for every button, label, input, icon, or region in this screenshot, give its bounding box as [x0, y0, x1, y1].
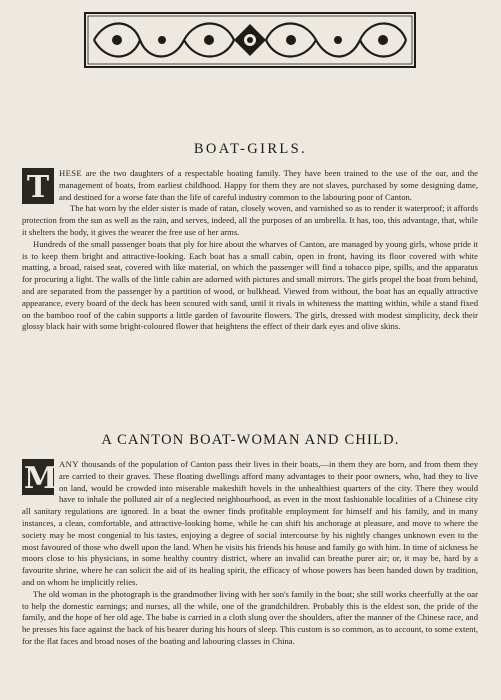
opening-word: HESE	[59, 168, 83, 178]
paragraph-text: thousands of the population of Canton pass their lives in their boats,—in them they are born, and from them they are carried to their graves. These floating dwellings afford many advantages to their poor owners, who, had they to live on land, would be crowded into miserable makeshift hovels in the unhealthiest quarters of the city. There they would have to inhale the polluted air of a neglected neighbourhood, as even in the most fashionable localities of a Chinese city all sanitary regulations are ignored. In a boat the owner finds profitable employment for himself and his family, and in many instances, a clean, comfortable, and attractive-looking home, while he can shift his anchorage at pleasure, and move to where the society may be most congenial to his tastes, enjoying a degree of social intercourse by his nightly changes unknown even to the most favoured of those who dwell upon the land. When he visits his friends his house and family go with him. In time of sickness he moors close to his physicians, in some healthy country district, where an invalid can breathe purer air; or, it may be, hard by a favourite shrine, where he can solicit the aid of its healing spirit, the efficacy of whose powers has been handed down by tradition, and on whom he implicitly relies.	[22, 459, 478, 587]
section-title: A CANTON BOAT-WOMAN AND CHILD.	[101, 432, 400, 448]
paragraph: Hundreds of the small passenger boats that ply for hire about the wharves of Canton, are managed by young girls, whose pride it is to keep them bright and attractive-looking. Each boat has a small cabin, open in front, having its floor covered with white matting, a broad, raised seat, covered with like material, on which the passenger will find a tobacco pipe, spills, and the apparatus for procuring a light. The walls of the little cabin are adorned with pictures and small mirrors. The girls propel the boat from behind, and are separated from the passenger by a partition of wood, or bulkhead. Viewed from without, the boat has an equally attractive appearance, every board of the deck has been scoured with sand, until it rivals in whiteness the matting within, while a stand fixed on the bamboo roof of the cabin supports a little garden of favourite flowers. The girls, dressed with modest simplicity, deck their glossy black hair with some bright-coloured flower that heightens the effect of their dark eyes and olive skins.	[22, 238, 478, 332]
section-title: BOAT-GIRLS.	[193, 141, 308, 157]
paragraph: The old woman in the photograph is the grandmother living with her son's family in the boat; she still works cheerfully at the oar to help the domestic earnings; and nurses, all the while, one of the grandchildren. Probably this is the eldest son, the pride of the family, and the hope of her old age. The babe is carried in a cloth slung over the shoulders, after the manner of the Chinese race, and he presses his face against the back of his bearer during his hours of sleep. This custom is so common, as to account, to some extent, for the flat faces and broad noses of the boating and labouring classes in China.	[22, 588, 478, 646]
opening-word: ANY	[59, 459, 79, 469]
drop-cap: M	[24, 461, 58, 496]
ornamental-header-band	[84, 12, 416, 68]
article-canton-boat-woman	[22, 459, 478, 648]
paragraph	[22, 168, 478, 203]
paragraph	[22, 459, 478, 589]
drop-cap: T	[22, 168, 54, 204]
paragraph-text: are the two daughters of a respectable boating family. They have been trained to the use of the oar, and the management of boats, from earliest childhood. Happy for them they are not slaves, purchased by some designing dame, and destined for a worse fate than the life of careful industry common to the labouring poor of Canton.	[59, 168, 478, 202]
article-boat-girls	[22, 168, 478, 333]
paragraph: The hat worn by the elder sister is made of ratan, closely woven, and varnished so as to render it waterproof; it affords protection from the sun as well as the rain, and serves, indeed, all the purposes of an umbrella. It has, too, this advantage, that, while it shelters the body, it gives the wearer the free use of her arms.	[22, 203, 478, 237]
